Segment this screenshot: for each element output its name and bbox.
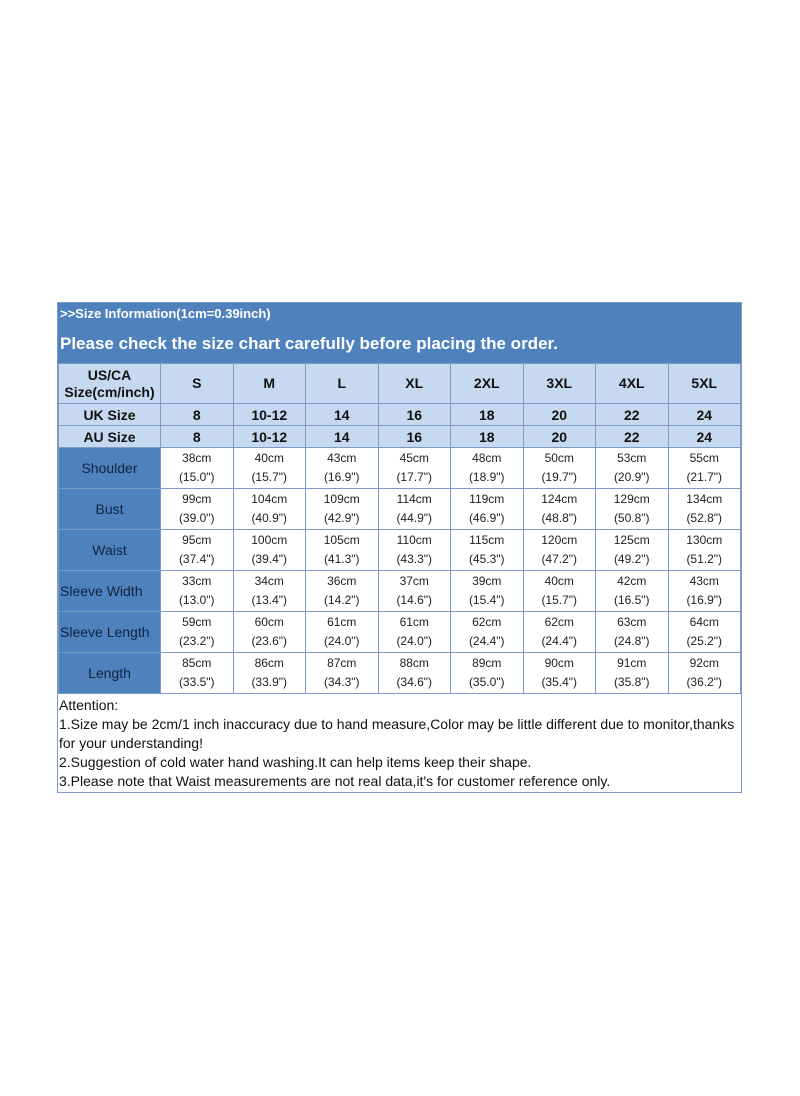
inch-value: (24.8") [613,634,650,648]
cm-value: 88cm [399,656,429,670]
us-size-row [59,364,741,404]
measurement-cell [306,448,379,489]
inch-value: (20.9") [613,470,650,484]
measurement-cell [306,489,379,530]
inch-value: (25.2") [686,634,723,648]
size-chart-banner [58,303,741,363]
inch-value: (18.9") [468,470,505,484]
inch-value: (48.8") [541,511,578,525]
inch-value: (47.2") [541,552,578,566]
cm-value: 48cm [472,451,502,465]
size-table [58,363,741,694]
measurement-row [59,653,741,694]
inch-value: (46.9") [468,511,505,525]
measurement-cell [451,530,524,571]
measurement-cell [161,530,234,571]
au-size-cell: 16 [378,426,451,448]
inch-value: (34.6") [396,675,433,689]
measurement-cell [668,571,741,612]
cm-value: 95cm [182,533,212,547]
measurement-label: Sleeve Length [59,612,161,653]
measurement-cell [596,448,669,489]
measurement-cell [233,448,306,489]
size-header: S [161,364,234,404]
measurement-label: Length [59,653,161,694]
measurement-cell [161,448,234,489]
cm-value: 115cm [469,533,505,547]
measurement-label: Sleeve Width [59,571,161,612]
measurement-row [59,448,741,489]
inch-value: (24.4") [541,634,578,648]
inch-value: (40.9") [251,511,288,525]
inch-value: (15.4") [468,593,505,607]
cm-value: 43cm [327,451,357,465]
uk-size-cell: 18 [451,404,524,426]
size-info-subtitle: >>Size Information(1cm=0.39inch) [60,306,271,321]
au-size-cell: 24 [668,426,741,448]
cm-value: 134cm [686,492,723,506]
inch-value: (24.0") [323,634,360,648]
measurement-cell [161,612,234,653]
inch-value: (17.7") [396,470,433,484]
measurement-row [59,489,741,530]
measurement-cell [668,653,741,694]
measurement-cell [306,530,379,571]
cm-value: 105cm [323,533,360,547]
inch-value: (16.9") [323,470,360,484]
measurement-row [59,571,741,612]
cm-value: 114cm [396,492,432,506]
cm-value: 91cm [617,656,647,670]
measurement-cell [523,530,596,571]
measurement-cell [378,571,451,612]
cm-value: 62cm [544,615,574,629]
cm-value: 34cm [254,574,284,588]
size-chart-headline: Please check the size chart carefully before placing the order. [60,334,558,353]
measurement-cell [596,612,669,653]
cm-value: 110cm [396,533,432,547]
size-header: 3XL [523,364,596,404]
au-size-cell: 20 [523,426,596,448]
uk-size-cell: 14 [306,404,379,426]
cm-value: 50cm [544,451,574,465]
measurement-cell [668,612,741,653]
inch-value: (35.4") [541,675,578,689]
measurement-cell [596,489,669,530]
measurement-row [59,612,741,653]
inch-value: (24.0") [396,634,433,648]
inch-value: (39.0") [178,511,215,525]
cm-value: 109cm [323,492,360,506]
measurement-cell [668,489,741,530]
cm-value: 43cm [689,574,719,588]
inch-value: (15.7") [541,593,578,607]
cm-value: 89cm [472,656,502,670]
inch-value: (36.2") [686,675,723,689]
cm-value: 63cm [617,615,647,629]
cm-value: 40cm [544,574,574,588]
cm-value: 33cm [182,574,212,588]
inch-value: (42.9") [323,511,360,525]
measurement-cell [523,489,596,530]
inch-value: (39.4") [251,552,288,566]
inch-value: (19.7") [541,470,578,484]
inch-value: (52.8") [686,511,723,525]
size-header: L [306,364,379,404]
size-chart [57,302,742,793]
measurement-cell [233,571,306,612]
uk-size-cell: 22 [596,404,669,426]
cm-value: 104cm [251,492,288,506]
measurement-row [59,530,741,571]
measurement-cell [161,571,234,612]
inch-value: (33.9") [251,675,288,689]
inch-value: (37.4") [178,552,215,566]
cm-value: 64cm [689,615,719,629]
inch-value: (51.2") [686,552,723,566]
cm-value: 129cm [613,492,650,506]
measurement-cell [233,489,306,530]
size-header: 4XL [596,364,669,404]
cm-value: 36cm [327,574,357,588]
cm-value: 85cm [182,656,212,670]
measurement-cell [161,653,234,694]
cm-value: 37cm [399,574,429,588]
measurement-cell [378,530,451,571]
au-size-cell: 10-12 [233,426,306,448]
cm-value: 99cm [182,492,212,506]
cm-value: 86cm [254,656,284,670]
measurement-cell [378,653,451,694]
measurement-cell [523,612,596,653]
measurement-label: Bust [59,489,161,530]
cm-value: 87cm [327,656,357,670]
measurement-cell [451,489,524,530]
measurement-cell [596,530,669,571]
attention-note: 1.Size may be 2cm/1 inch inaccuracy due to hand measure,Color may be little different due to monitor,thanks for your understanding! [59,716,735,751]
measurement-cell [306,653,379,694]
size-header: 2XL [451,364,524,404]
measurement-cell [523,448,596,489]
inch-value: (23.2") [178,634,215,648]
attention-note: 2.Suggestion of cold water hand washing.It can help items keep their shape. [59,754,532,770]
cm-value: 45cm [399,451,429,465]
cm-value: 39cm [472,574,502,588]
inch-value: (15.0") [178,470,215,484]
measurement-cell [523,653,596,694]
cm-value: 124cm [541,492,578,506]
attention-notes [58,694,741,792]
uk-size-row [59,404,741,426]
inch-value: (34.3") [323,675,360,689]
uk-size-cell: 20 [523,404,596,426]
uk-size-cell: 16 [378,404,451,426]
uk-size-label: UK Size [59,404,161,426]
measurement-cell [233,612,306,653]
uk-size-cell: 10-12 [233,404,306,426]
cm-value: 62cm [472,615,502,629]
size-header: XL [378,364,451,404]
size-header: M [233,364,306,404]
inch-value: (23.6") [251,634,288,648]
inch-value: (45.3") [468,552,505,566]
inch-value: (21.7") [686,470,723,484]
measurement-cell [378,448,451,489]
inch-value: (43.3") [396,552,433,566]
inch-value: (16.9") [686,593,723,607]
uk-size-cell: 24 [668,404,741,426]
attention-note: 3.Please note that Waist measurements are not real data,it's for customer reference only. [59,773,611,789]
au-size-cell: 18 [451,426,524,448]
cm-value: 60cm [254,615,284,629]
inch-value: (35.0") [468,675,505,689]
cm-value: 61cm [327,615,357,629]
inch-value: (33.5") [178,675,215,689]
corner-header-line1: US/CA [87,366,132,383]
cm-value: 119cm [469,492,505,506]
inch-value: (24.4") [468,634,505,648]
au-size-cell: 14 [306,426,379,448]
measurement-cell [668,448,741,489]
measurement-cell [233,530,306,571]
cm-value: 42cm [617,574,647,588]
measurement-label: Waist [59,530,161,571]
inch-value: (13.4") [251,593,288,607]
measurement-cell [378,612,451,653]
corner-header [59,364,161,404]
au-size-row [59,426,741,448]
measurement-cell [668,530,741,571]
size-header: 5XL [668,364,741,404]
cm-value: 55cm [689,451,719,465]
inch-value: (16.5") [613,593,650,607]
inch-value: (15.7") [251,470,288,484]
inch-value: (41.3") [323,552,360,566]
measurement-cell [306,612,379,653]
cm-value: 130cm [686,533,723,547]
measurement-cell [306,571,379,612]
corner-header-line2: Size(cm/inch) [64,383,155,400]
measurement-cell [378,489,451,530]
measurement-label: Shoulder [59,448,161,489]
uk-size-cell: 8 [161,404,234,426]
measurement-rows [59,448,741,694]
inch-value: (44.9") [396,511,433,525]
inch-value: (14.6") [396,593,433,607]
measurement-cell [596,571,669,612]
inch-value: (35.8") [613,675,650,689]
cm-value: 92cm [689,656,719,670]
measurement-cell [596,653,669,694]
cm-value: 40cm [254,451,284,465]
au-size-label: AU Size [59,426,161,448]
cm-value: 125cm [613,533,650,547]
measurement-cell [161,489,234,530]
cm-value: 120cm [541,533,578,547]
cm-value: 59cm [182,615,212,629]
cm-value: 90cm [544,656,574,670]
inch-value: (13.0") [178,593,215,607]
attention-heading: Attention: [59,697,119,713]
measurement-cell [523,571,596,612]
cm-value: 38cm [182,451,212,465]
inch-value: (50.8") [613,511,650,525]
cm-value: 61cm [399,615,429,629]
measurement-cell [451,448,524,489]
au-size-cell: 8 [161,426,234,448]
inch-value: (49.2") [613,552,650,566]
measurement-cell [233,653,306,694]
cm-value: 100cm [251,533,288,547]
cm-value: 53cm [617,451,647,465]
measurement-cell [451,612,524,653]
au-size-cell: 22 [596,426,669,448]
inch-value: (14.2") [323,593,360,607]
measurement-cell [451,653,524,694]
measurement-cell [451,571,524,612]
